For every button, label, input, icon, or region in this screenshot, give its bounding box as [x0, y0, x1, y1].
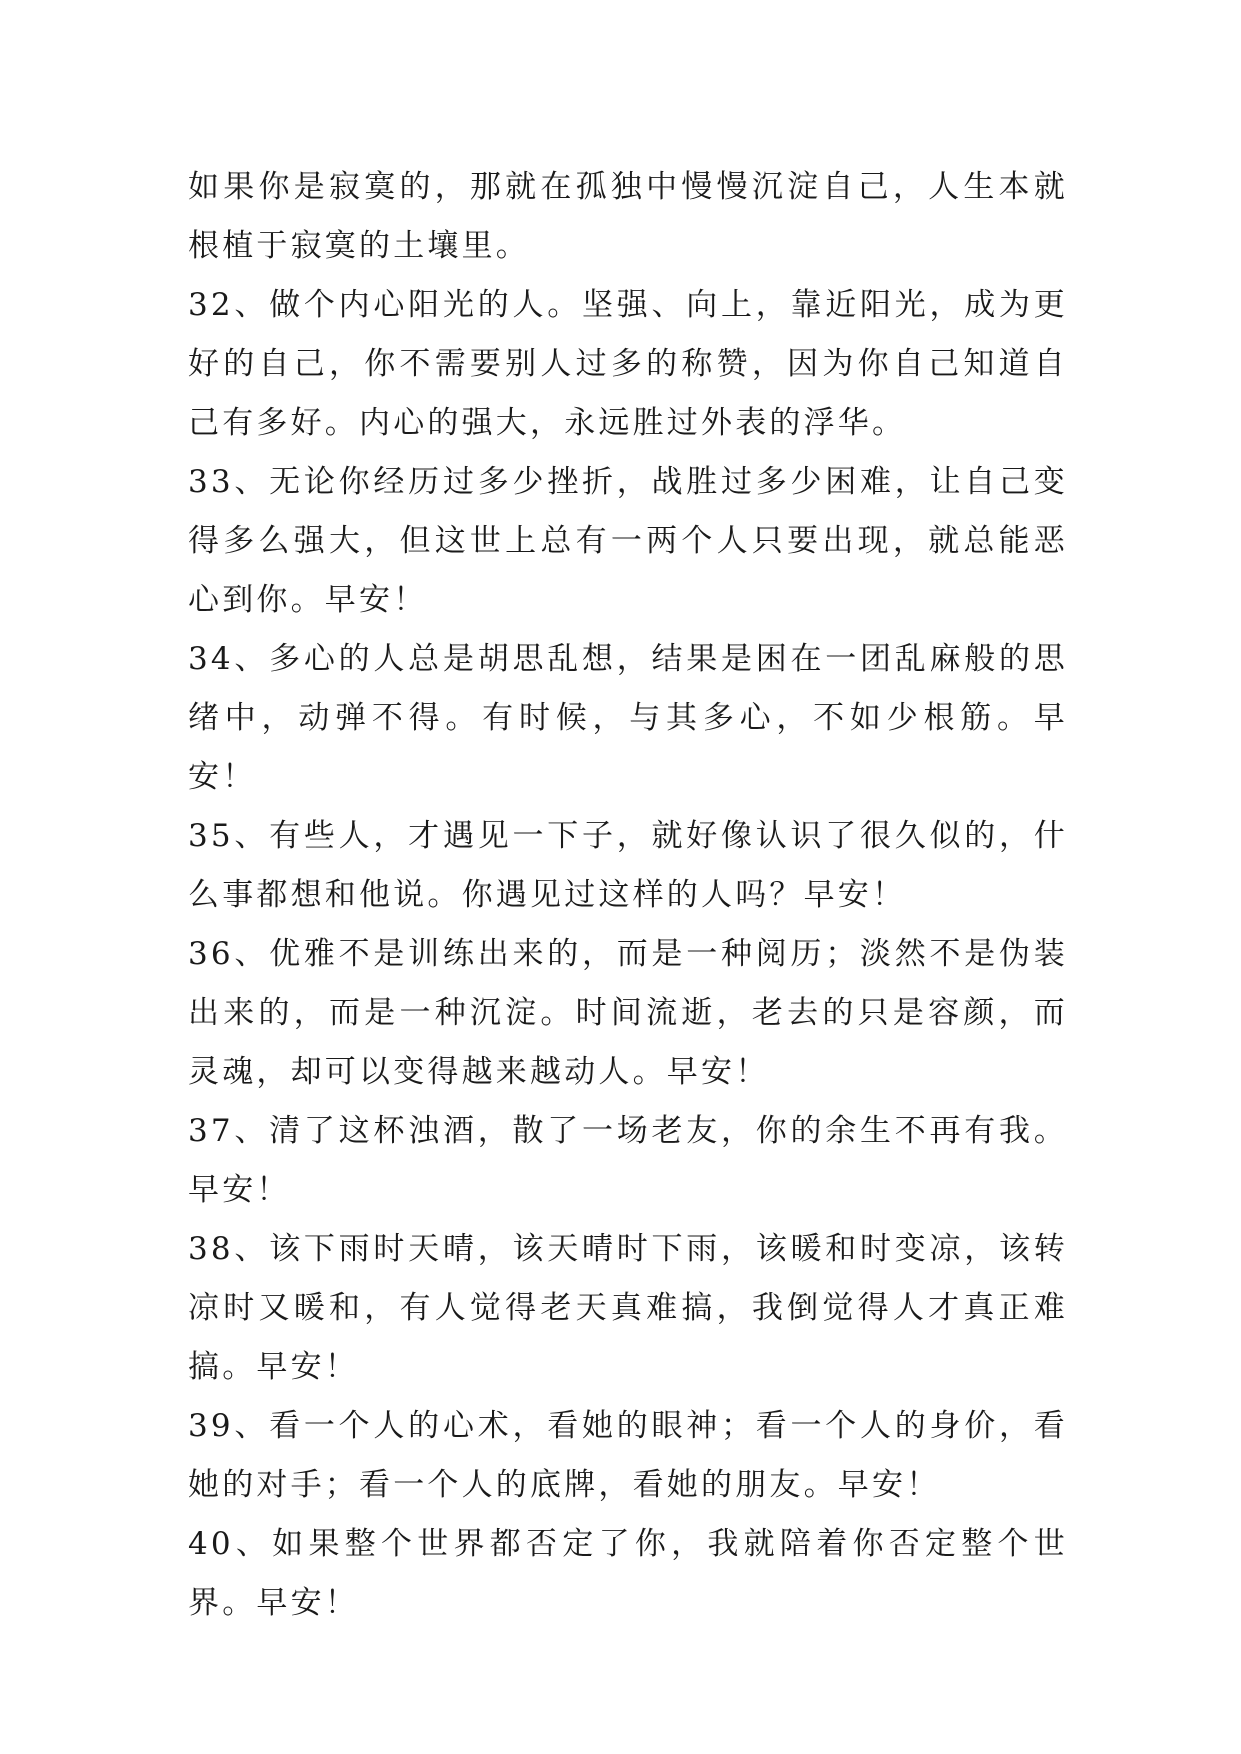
paragraph-32: 32、做个内心阳光的人。坚强、向上，靠近阳光，成为更好的自己，你不需要别人过多的称赞，因为你自己知道自己有多好。内心的强大，永远胜过外表的浮华。: [188, 287, 1068, 441]
paragraph-34: 34、多心的人总是胡思乱想，结果是困在一团乱麻般的思绪中，动弹不得。有时候，与其多心，不如少根筋。早安！: [188, 641, 1068, 795]
paragraph-36: 36、优雅不是训练出来的，而是一种阅历；淡然不是伪装出来的，而是一种沉淀。时间流逝，老去的只是容颜，而灵魂，却可以变得越来越动人。早安！: [188, 936, 1068, 1090]
paragraph-37: 37、清了这杯浊酒，散了一场老友，你的余生不再有我。早安！: [188, 1113, 1068, 1208]
paragraph-39: 39、看一个人的心术，看她的眼神；看一个人的身价，看她的对手；看一个人的底牌，看她的朋友。早安！: [188, 1408, 1068, 1503]
document-body: [188, 158, 1068, 1633]
paragraph-35: 35、有些人，才遇见一下子，就好像认识了很久似的，什么事都想和他说。你遇见过这样的人吗？早安！: [188, 818, 1068, 913]
paragraph-40: 40、如果整个世界都否定了你，我就陪着你否定整个世界。早安！: [188, 1526, 1068, 1621]
paragraph-intro: 如果你是寂寞的，那就在孤独中慢慢沉淀自己，人生本就根植于寂寞的土壤里。: [188, 169, 1068, 264]
paragraph-33: 33、无论你经历过多少挫折，战胜过多少困难，让自己变得多么强大，但这世上总有一两个人只要出现，就总能恶心到你。早安！: [188, 464, 1068, 618]
paragraph-38: 38、该下雨时天晴，该天晴时下雨，该暖和时变凉，该转凉时又暖和，有人觉得老天真难搞，我倒觉得人才真正难搞。早安！: [188, 1231, 1068, 1385]
